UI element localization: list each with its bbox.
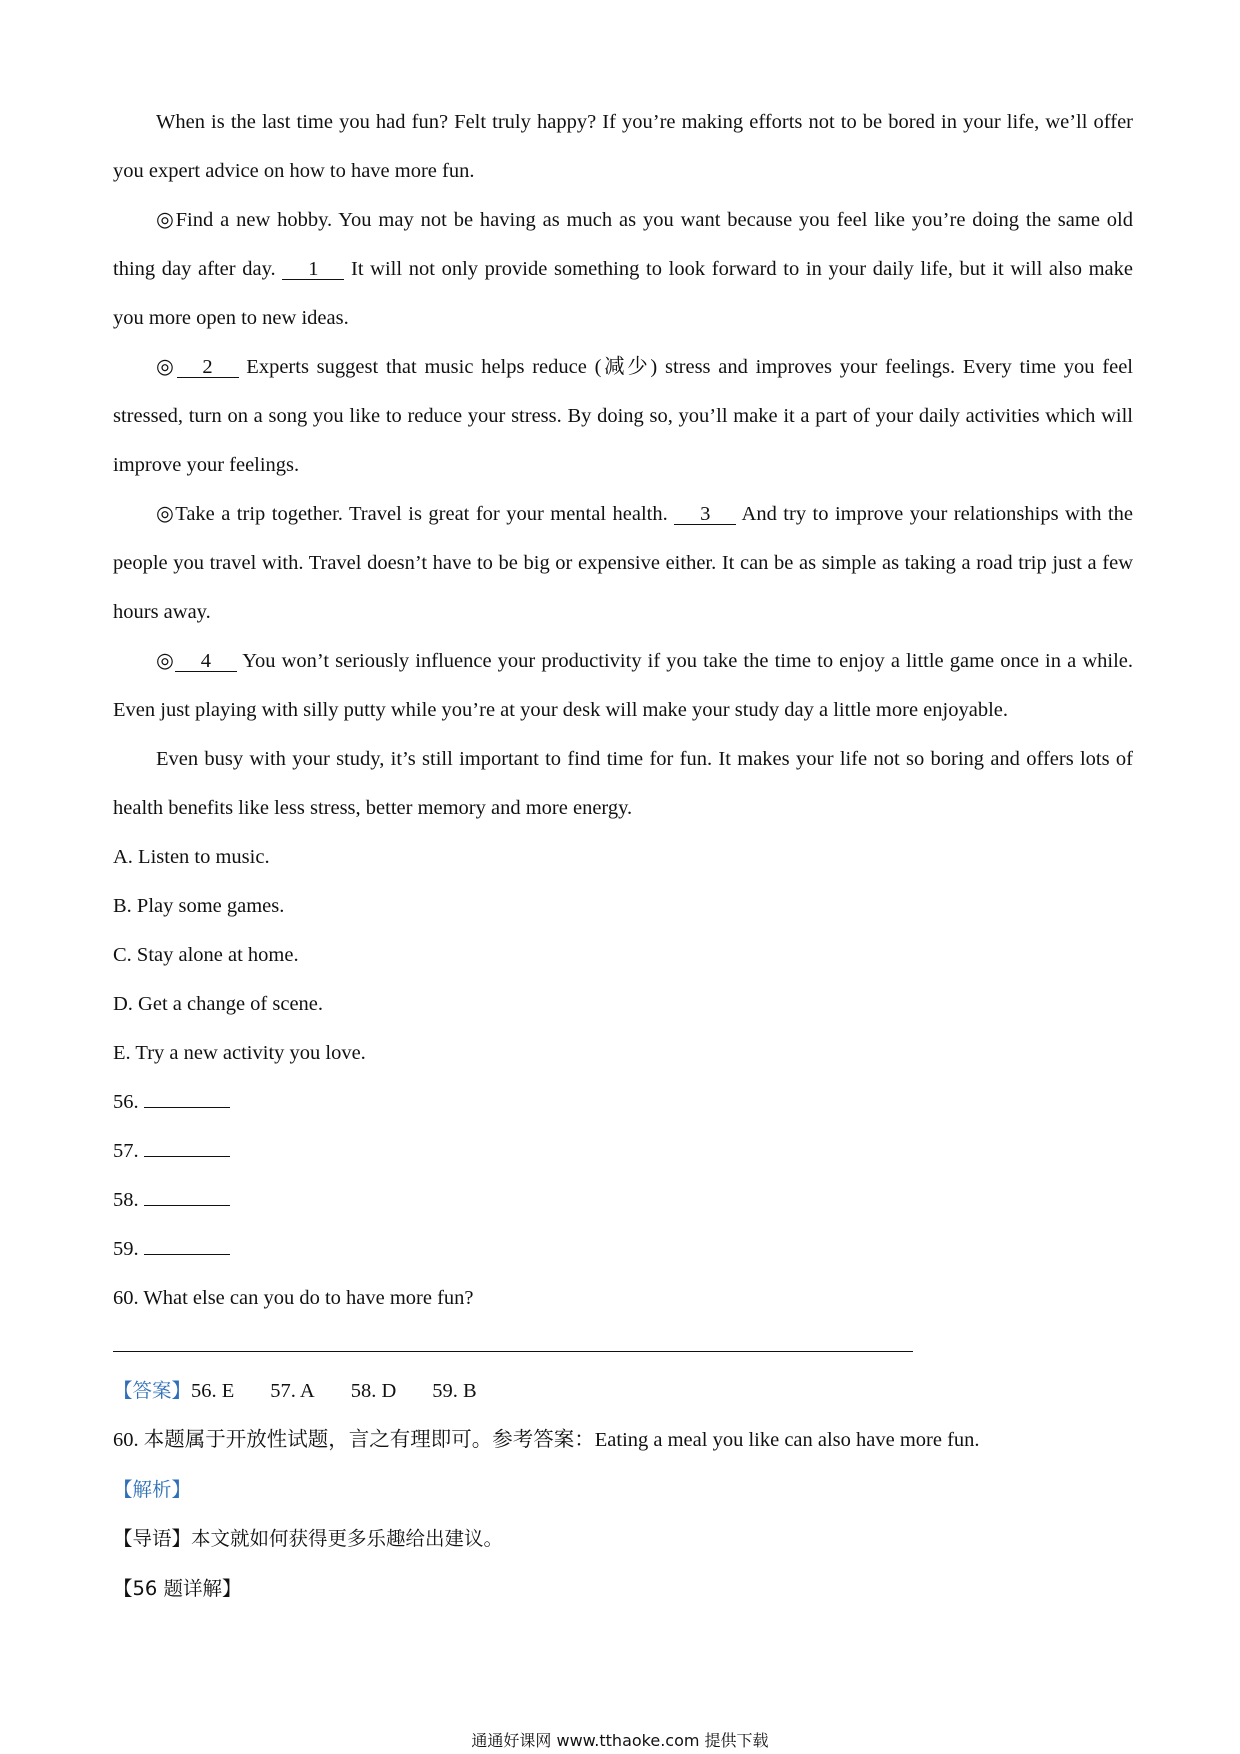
intro-paragraph: When is the last time you had fun? Felt truly happy? If you’re making efforts not to be bored in your life, we’ll offer you expert advice on how to have more fun. [113,111,1133,182]
answer-58: 58. D [350,1380,397,1402]
question-58-number: 58. [113,1189,139,1211]
paragraph-4-text-b: You won’t seriously influence your productivity if you take the time to enjoy a little game once in a while. Even just playing with silly putty while you’re at your desk will make your study day a little more enjoyable. [113,650,1133,721]
document-page [113,98,1133,1613]
blank-1: 1 [282,259,344,280]
paragraph-4-text-a: ◎ [156,650,175,672]
detail-56-heading: 【56 题详解】 [113,1577,242,1600]
answer-57: 57. A [270,1380,315,1402]
paragraph-3-text-b: And try to improve your relationships with the people you travel with. Travel doesn’t have to be big or expensive either. It can be as simple as taking a road trip just a few hours away. [113,503,1133,623]
answer-blank-58[interactable] [144,1205,230,1206]
paragraph-3-text-a: ◎Take a trip together. Travel is great for your mental health. [156,503,675,525]
question-56 [113,1078,1133,1127]
answer-59: 59. B [432,1380,477,1402]
answer-blank-59[interactable] [144,1254,230,1255]
intro-label: 【导语】 [113,1527,192,1550]
answer-56: 56. E [191,1380,235,1402]
blank-2: 2 [177,357,239,378]
answer-blank-56[interactable] [144,1107,230,1108]
answer-line-60[interactable] [113,1351,913,1352]
question-59 [113,1225,1133,1274]
paragraph-1-text-b: It will not only provide something to look forward to in your daily life, but it will also make you more open to new ideas. [113,258,1134,329]
question-60: 60. What else can you do to have more fun? [113,1287,474,1309]
paragraph-2-text-a: ◎ [156,356,177,378]
paragraph-1-text-a: ◎Find a new hobby. You may not be having as much as you want because you feel like you’re doing the same old thing day after day. [113,209,1133,280]
analysis-label: 【解析】 [113,1478,192,1501]
question-56-number: 56. [113,1091,139,1113]
footer-watermark: 通通好课网 www.tthaoke.com 提供下载 [471,1731,769,1750]
option-c: C. Stay alone at home. [113,944,299,966]
question-59-number: 59. [113,1238,139,1260]
answer-label: 【答案】 [113,1379,192,1402]
intro-text: 本文就如何获得更多乐趣给出建议。 [191,1527,504,1550]
question-58 [113,1176,1133,1225]
blank-3: 3 [674,504,736,525]
paragraph-1 [113,196,1133,343]
paragraph-2 [113,343,1133,490]
answer-60: 60. 本题属于开放性试题，言之有理即可。参考答案：Eating a meal you like can also have more fun. [113,1429,980,1451]
option-e: E. Try a new activity you love. [113,1042,366,1064]
option-a: A. Listen to music. [113,846,270,868]
blank-4: 4 [175,651,237,672]
question-57-number: 57. [113,1140,139,1162]
conclusion-paragraph: Even busy with your study, it’s still important to find time for fun. It makes your life not so boring and offers lots of health benefits like less stress, better memory and more energy. [113,748,1133,819]
intro-section [113,1514,1133,1564]
paragraph-3 [113,490,1133,637]
question-57 [113,1127,1133,1176]
answer-row [113,1366,1133,1416]
paragraph-2-text-b: Experts suggest that music helps reduce (减少) stress and improves your feelings. Every time you feel stressed, turn on a song you like to reduce your stress. By doing so, you’ll make it a part of your daily activities which will improve your feelings. [113,356,1133,476]
option-d: D. Get a change of scene. [113,993,324,1015]
answer-blank-57[interactable] [144,1156,230,1157]
option-b: B. Play some games. [113,895,285,917]
paragraph-4 [113,637,1133,735]
